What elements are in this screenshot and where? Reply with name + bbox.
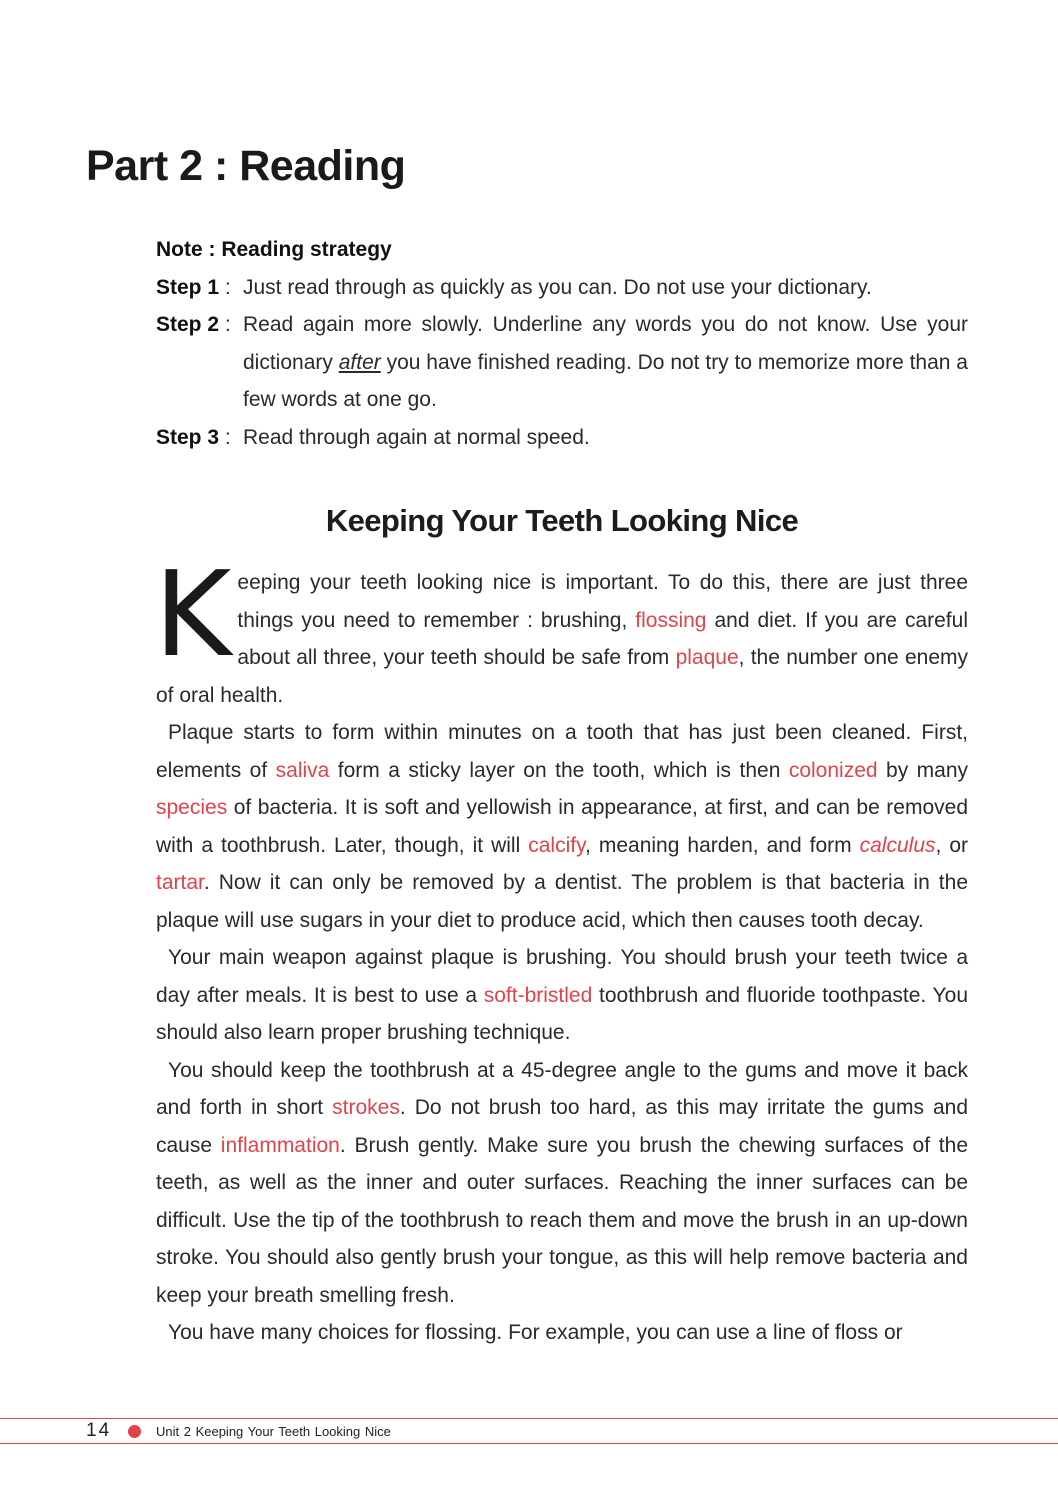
reading-strategy-note (156, 231, 968, 456)
step-label: Step 2 (156, 313, 220, 336)
keyword-saliva: saliva (275, 758, 330, 782)
keyword-soft-bristled: soft-bristled (483, 983, 593, 1007)
footer-rule-bottom (0, 1443, 1058, 1444)
keyword-calcify: calcify (528, 833, 586, 857)
paragraph-2: Plaque starts to form within minutes on a tooth that has just been cleaned. First, elements of saliva form a sticky layer on the tooth, which is then colonized by many species of bacteria. It is soft and yellowish in appearance, at first, and can be removed with a toothbrush. Later, though, it will calcify, meaning harden, and form calculus, or tartar. Now it can only be removed by a dentist. The problem is that bacteria in the plaque will use sugars in your diet to produce acid, which then causes tooth decay. (156, 721, 968, 932)
page-footer (86, 1420, 391, 1442)
keyword-plaque: plaque (675, 646, 739, 669)
paragraph-4: You should keep the toothbrush at a 45-degree angle to the gums and move it back and forth in short strokes. Do not brush too hard, as this may irritate the gums and cause inflammation. Brush gently. Make sure you brush the chewing surfaces of the teeth, as well as the inner and outer surfaces. Reaching the inner surfaces can be difficult. Use the tip of the toothbrush to reach them and move the brush in an up-down stroke. You should also gently brush your tongue, as this will help remove bacteria and keep your breath smelling fresh. (156, 1058, 969, 1307)
unit-label: Unit 2 Keeping Your Teeth Looking Nice (156, 1423, 391, 1439)
paragraph-3: Your main weapon against plaque is brushing. You should brush your teeth twice a day after meals. It is best to use a soft-bristled toothbrush and fluoride toothpaste. You should also learn proper brushing technique. (156, 946, 968, 1044)
keyword-flossing: flossing (635, 608, 707, 632)
dropcap-letter: K (154, 545, 232, 683)
keyword-strokes: strokes (332, 1096, 400, 1119)
footer-rule-top (0, 1418, 1058, 1419)
emphasis-after: after (338, 350, 381, 374)
page-number: 14 (86, 1420, 112, 1441)
step-3: Step 3 : Read through again at normal speed. (156, 419, 968, 457)
step-text: Just read through as quickly as you can. Do not use your dictionary. (243, 275, 872, 299)
red-dot-icon (128, 1425, 141, 1438)
step-label: Step 3 (156, 425, 220, 449)
step-text: Read through again at normal speed. (243, 425, 590, 449)
step-label: Step 1 (156, 275, 220, 299)
keyword-calculus: calculus (859, 833, 936, 857)
note-heading: Note : Reading strategy (156, 238, 392, 261)
article-body (154, 545, 969, 1352)
step-1: Step 1 : Just read through as quickly as you can. Do not use your dictionary. (156, 269, 968, 307)
keyword-inflammation: inflammation (220, 1133, 340, 1157)
keyword-tartar: tartar (156, 871, 204, 894)
keyword-colonized: colonized (788, 758, 878, 782)
step-2: Step 2 : Read again more slowly. Underline any words you do not know. Use your dictionary after you have finished reading. Do not try to memorize more than a few words at one go. (156, 306, 968, 419)
step-text: Read again more slowly. Underline any words you do not know. Use your dictionary after you have finished reading. Do not try to memorize more than a few words at one go. (243, 313, 968, 411)
article-title: Keeping Your Teeth Looking Nice (325, 503, 799, 538)
part-title: Part 2 : Reading (86, 142, 406, 190)
keyword-species: species (156, 796, 228, 819)
paragraph-1: Keeping your teeth looking nice is important. To do this, there are just three things you need to remember : brushing, flossing and diet. If you are careful about all three, your teeth should be safe from plaque, the number one enemy of oral health. (154, 545, 968, 707)
paragraph-5: You have many choices for flossing. For example, you can use a line of floss or (168, 1321, 903, 1344)
